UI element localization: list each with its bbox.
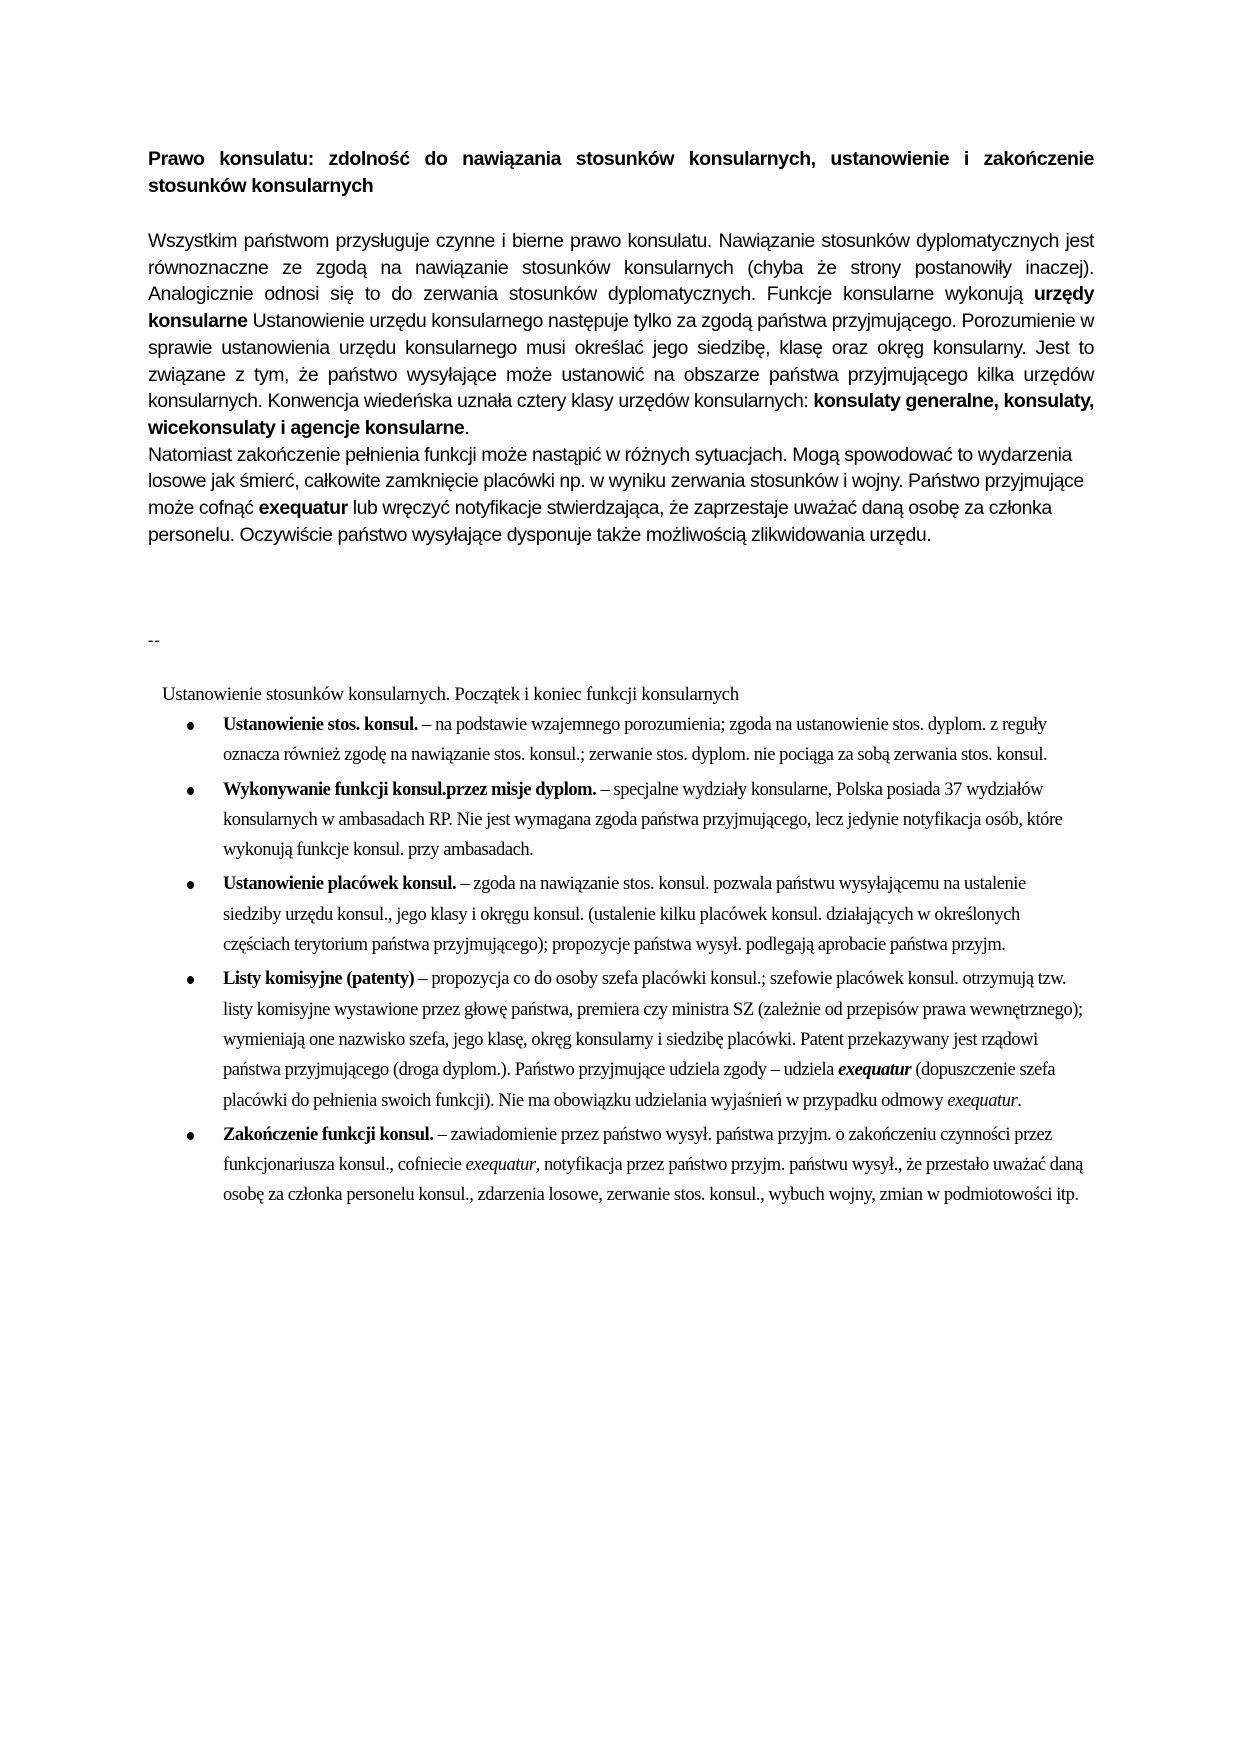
bullet-icon [187, 881, 194, 889]
list-item-term: Ustanowienie stos. konsul. [223, 715, 418, 735]
intro-section [148, 228, 1094, 548]
list-item-term: Wykonywanie funkcji konsul.przez misje dyplom. [223, 779, 597, 800]
bullet-icon [187, 976, 194, 984]
italic-term-exequatur: exequatur [947, 1090, 1018, 1111]
list-item: Listy komisyjne (patenty) – propozycja co do osoby szefa placówki konsul.; szefowie placówek konsul. otrzymują tzw. listy komisyjne wystawione przez głowę państwa, premiera czy ministra SZ (zależnie od przepisów prawa wewnętrznego); wymieniają one nazwisko szefa, jego klasę, okręg konsularny i siedzibę placówki. Patent przekazywany jest rządowi państwa przyjmującego (droga dyplom.). Państwo przyjmujące udziela zgody – udziela exequatur (dopuszczenie szefa placówki do pełnienia swoich funkcji). Nie ma obowiązku udzielania wyjaśnień w przypadku odmowy exequatur. [180, 964, 1085, 1115]
bullet-icon [187, 787, 194, 795]
list-item [180, 710, 1085, 771]
bullet-icon [187, 722, 194, 730]
bold-term-exequatur: exequatur [258, 497, 348, 520]
bold-term-consulate-classes: konsulaty generalne, konsulaty, wicekonsulaty i agencje konsularne [148, 390, 1094, 439]
italic-term-exequatur: exequatur [838, 1060, 912, 1081]
list-item [180, 869, 1085, 960]
list-item-term: Ustanowienie placówek konsul. [223, 874, 457, 895]
bullet-icon [187, 1132, 194, 1140]
intro-paragraph-1: Wszystkim państwom przysługuje czynne i bierne prawo konsulatu. Nawiązanie stosunków dyplomatycznych jest równoznaczne ze zgodą na nawiązanie stosunków konsularnych (chyba że strony postanowiły inaczej). Analogicznie odnosi się to do zerwania stosunków dyplomatycznych. Funkcje konsularne wykonują urzędy konsularne Ustanowienie urzędu konsularnego następuje tylko za zgodą państwa przyjmującego. Porozumienie w sprawie ustanowienia urzędu konsularnego musi określać jego siedzibę, klasę oraz okręg konsularny. Jest to związane z tym, że państwo wysyłające może ustanowić na obszarze państwa przyjmującego kilka urzędów konsularnych. Konwencja wiedeńska uznała cztery klasy urzędów konsularnych: konsulaty generalne, konsulaty, wicekonsulaty i agencje konsularne. [148, 230, 1094, 439]
list-item-text: – na podstawie wzajemnego porozumienia; zgoda na ustanowienie stos. dyplom. z reguły oznacza również zgodę na nawiązanie stos. konsul.; zerwanie stos. dyplom. nie pociąga za sobą zerwania stos. konsul. [223, 715, 1048, 766]
bold-term-consular-offices: urzędy konsularne [148, 283, 1094, 333]
list-item-term: Listy komisyjne (patenty) [223, 969, 415, 990]
section-title: Ustanowienie stosunków konsularnych. Początek i koniec funkcji konsularnych [162, 684, 739, 705]
list-item: Zakończenie funkcji konsul. – zawiadomienie przez państwo wysył. państwa przyjm. o zakończeniu czynności przez funkcjonariusza konsul., cofniecie exequatur, notyfikacja przez państwo przyjm. państwu wysył., że przestało uważać daną osobę za członka personelu konsul., zdarzenia losowe, zerwanie stos. konsul., wybuch wojny, zmian w podmiotowości itp. [180, 1120, 1085, 1211]
bullet-list [180, 710, 1085, 1215]
list-item [180, 775, 1085, 866]
separator: -- [148, 632, 161, 649]
document-title: Prawo konsulatu: zdolność do nawiązania stosunków konsularnych, ustanowienie i zakończenie stosunków konsularnych [148, 148, 1094, 197]
list-item-text: – specjalne wydziały konsularne, Polska posiada 37 wydziałów konsularnych w ambasadach RP. Nie jest wymagana zgoda państwa przyjmującego, lecz jedynie notyfikacja osób, które wykonują funkcje konsul. przy ambasadach. [223, 779, 1063, 861]
intro-paragraph-2: Natomiast zakończenie pełnienia funkcji może nastąpić w różnych sytuacjach. Mogą spowodować to wydarzenia losowe jak śmierć, całkowite zamknięcie placówki np. w wyniku zerwania stosunków i wojny. Państwo przyjmujące może cofnąć exequatur lub wręczyć notyfikacje stwierdzająca, że zaprzestaje uważać daną osobę za członka personelu. Oczywiście państwo wysyłające dysponuje także możliwością zlikwidowania urzędu. [148, 443, 1084, 546]
list-item-text: – zgoda na nawiązanie stos. konsul. pozwala państwu wysyłającemu na ustalenie siedziby urzędu konsul., jego klasy i okręgu konsul. (ustalenie kilku placówek konsul. działających w określonych częściach terytorium państwa przyjmującego); propozycje państwa wysył. podlegają aprobacie państwa przyjm. [223, 874, 1026, 956]
italic-term-exequatur: exequatur [465, 1155, 536, 1176]
list-item-term: Zakończenie funkcji konsul. [223, 1124, 434, 1145]
